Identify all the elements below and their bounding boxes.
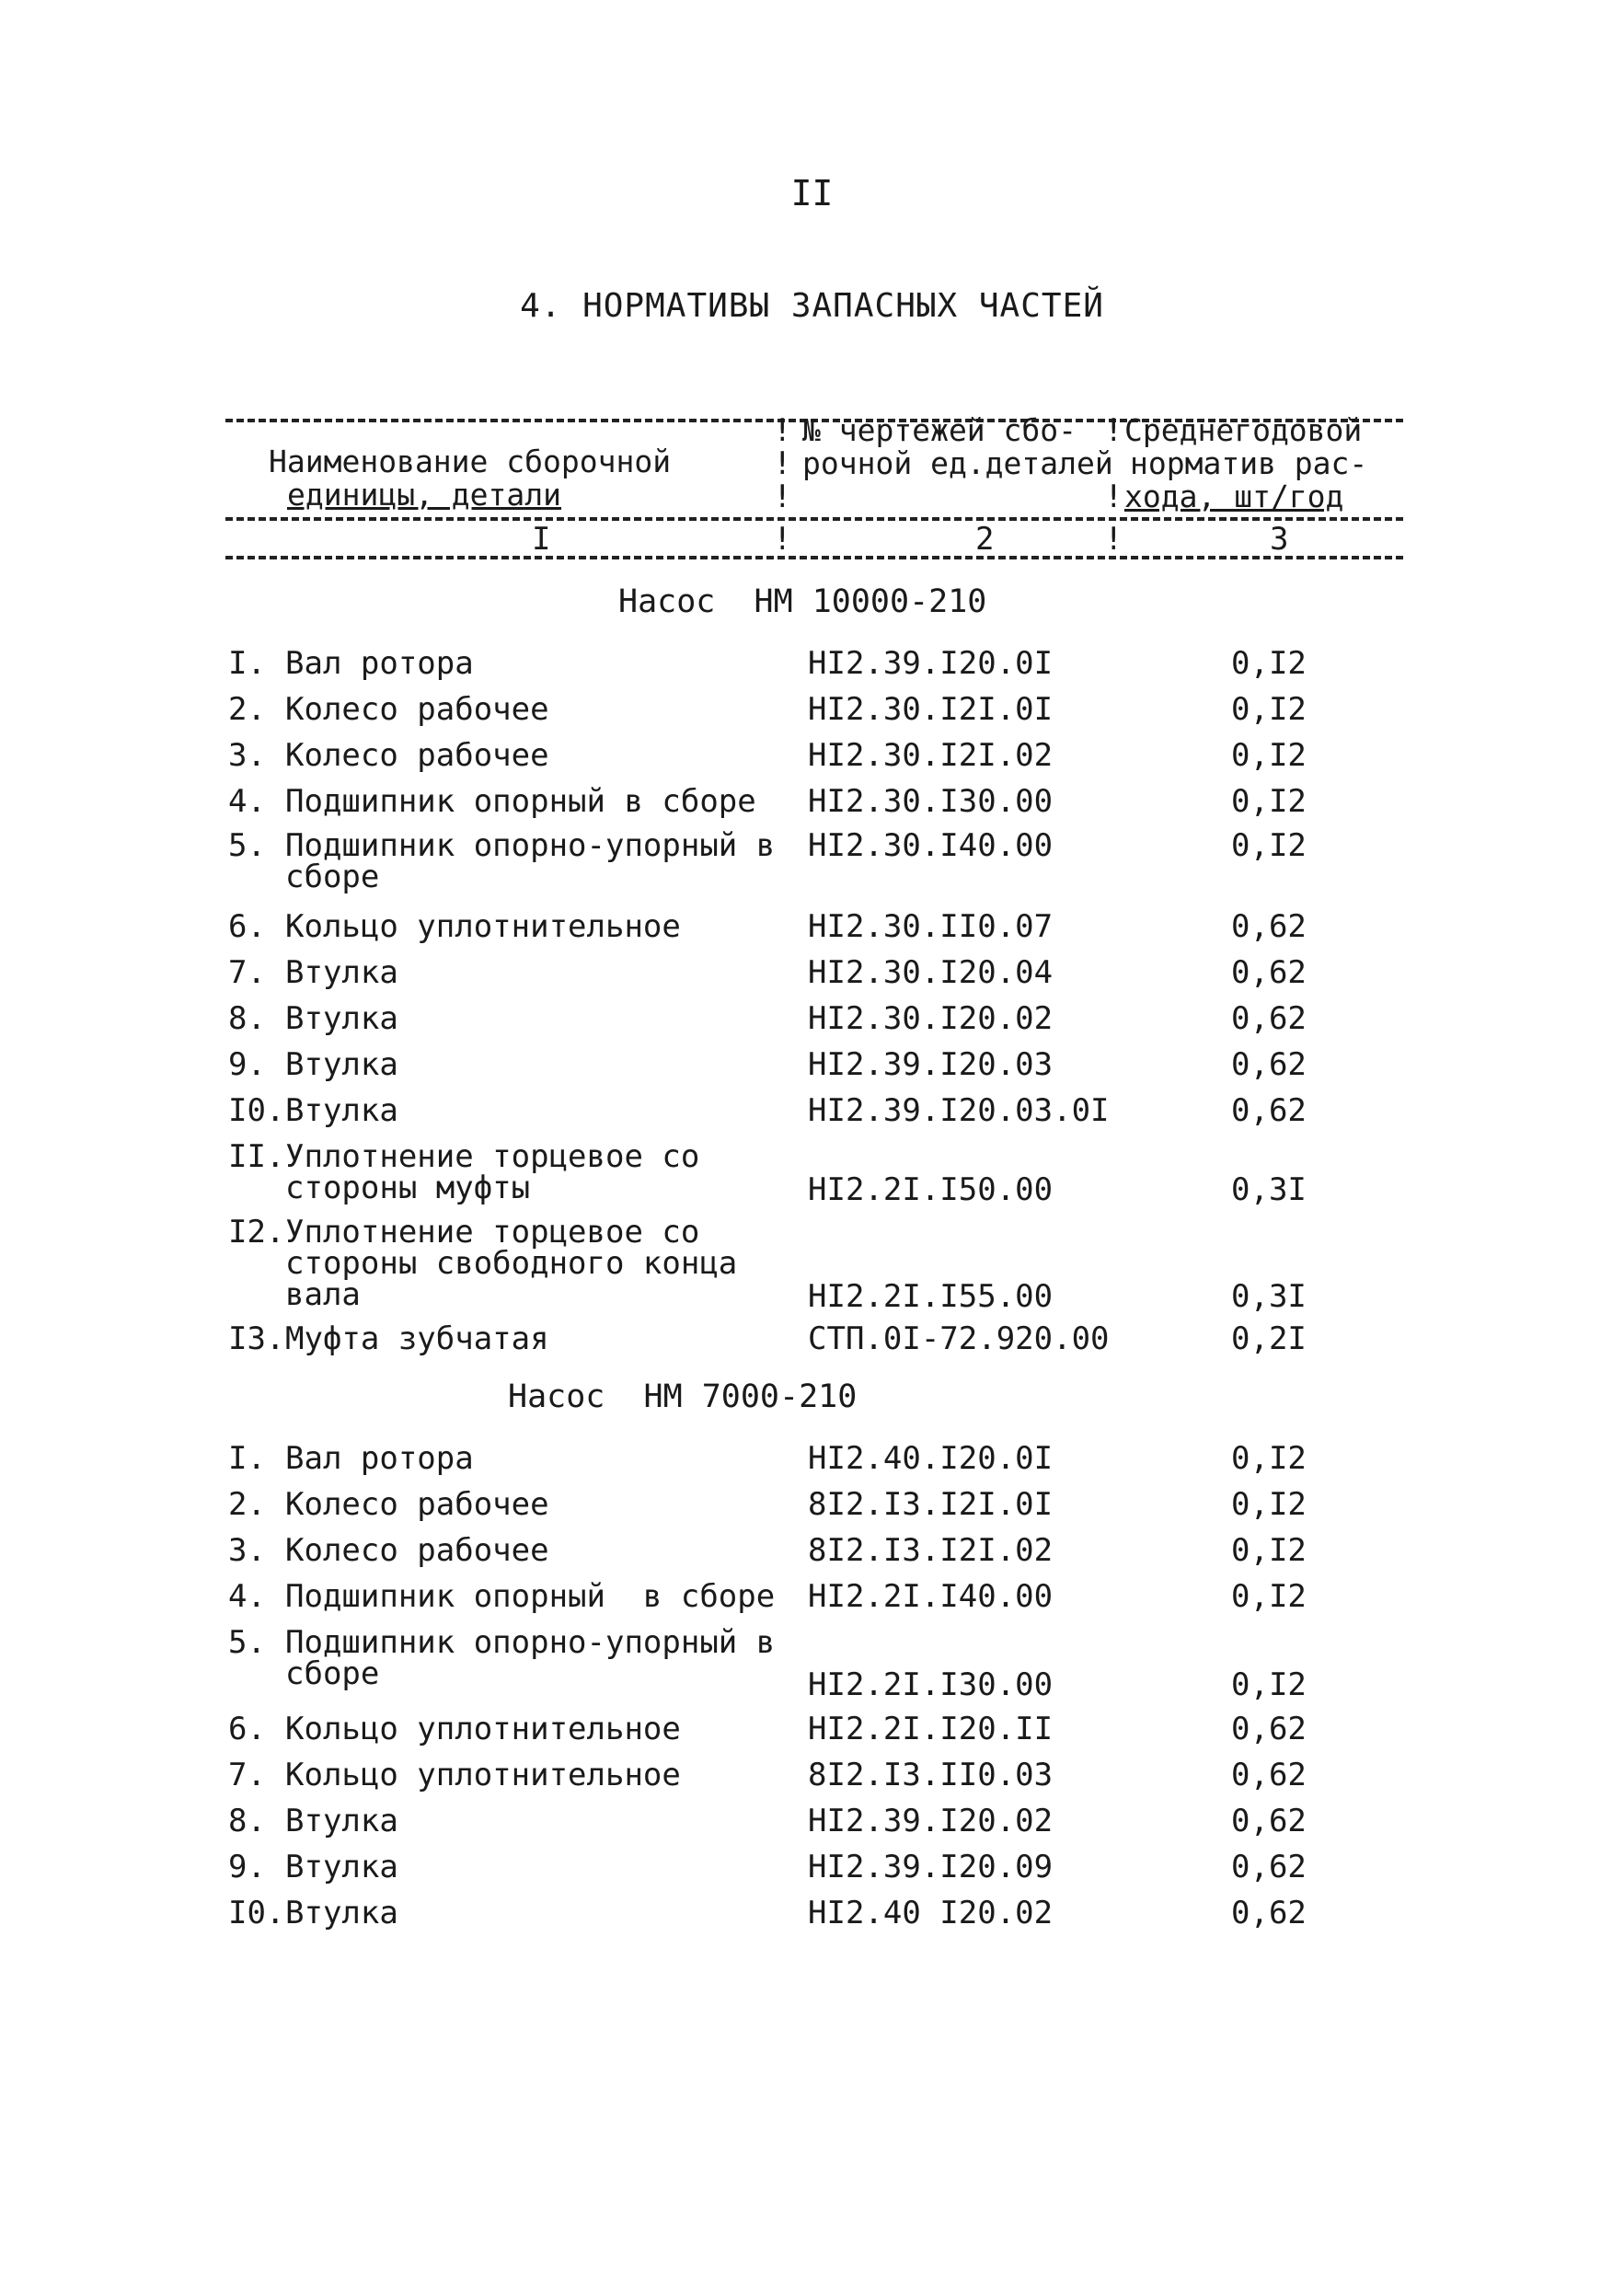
row-number: 2. [228, 1486, 266, 1523]
drawing-code: НI2.40 I20.02 [808, 1895, 1054, 1931]
annual-norm: 0,62 [1231, 908, 1307, 945]
table-row [228, 1138, 1388, 1208]
drawing-code: НI2.2I.I20.II [808, 1711, 1054, 1747]
drawing-code: НI2.40.I20.0I [808, 1440, 1054, 1477]
annual-norm: 0,62 [1231, 1092, 1307, 1129]
table-row [228, 1532, 1388, 1569]
col2-header-line2: рочной ед.деталей [802, 445, 1113, 481]
col1-number: I [532, 521, 551, 558]
col-separator: ! [1104, 521, 1123, 558]
part-name: Кольцо уплотнительное [285, 908, 681, 945]
table-row [228, 1486, 1388, 1523]
annual-norm: 0,62 [1231, 1711, 1307, 1747]
annual-norm: 0,62 [1231, 1000, 1307, 1037]
annual-norm: 0,I2 [1231, 783, 1307, 820]
group-title: Насос НМ 10000-210 [618, 583, 987, 620]
drawing-code: НI2.2I.I50.00 [808, 1171, 1054, 1208]
col1-header-line1: Наименование сборочной [269, 444, 672, 479]
part-name: Вал ротора [285, 645, 474, 682]
col3-header-line3: хода, шт/год [1124, 478, 1344, 514]
part-name: Втулка [285, 1895, 398, 1931]
part-name: Втулка [285, 1849, 398, 1885]
annual-norm: 0,I2 [1231, 1666, 1307, 1703]
part-name: Подшипник опорный в сборе [285, 1578, 776, 1615]
part-name: Уплотнение торцевое со стороны свободного конца вала [285, 1214, 738, 1313]
part-name: Муфта зубчатая [285, 1320, 549, 1357]
header-mid-rule [225, 517, 1403, 521]
part-name: Подшипник опорно-упорный в сборе [285, 1624, 776, 1692]
table-row [228, 645, 1388, 682]
table-row [228, 1578, 1388, 1615]
row-number: 4. [228, 783, 266, 820]
table-row [228, 827, 1388, 895]
row-number: 3. [228, 737, 266, 774]
drawing-code: НI2.30.I30.00 [808, 783, 1054, 820]
part-name: Втулка [285, 1046, 398, 1083]
annual-norm: 0,I2 [1231, 645, 1307, 682]
drawing-code: НI2.30.II0.07 [808, 908, 1054, 945]
col-separator: ! [773, 521, 792, 558]
table-row [228, 737, 1388, 774]
annual-norm: 0,I2 [1231, 1486, 1307, 1523]
table-row [228, 1000, 1388, 1037]
drawing-code: 8I2.I3.I2I.02 [808, 1532, 1054, 1569]
col1-header-line2: единицы, детали [287, 477, 562, 513]
part-name: Втулка [285, 1000, 398, 1037]
drawing-code: НI2.39.I20.03.0I [808, 1092, 1110, 1129]
row-number: I0. [228, 1092, 285, 1129]
row-number: 8. [228, 1000, 266, 1037]
annual-norm: 0,62 [1231, 1757, 1307, 1793]
part-name: Кольцо уплотнительное [285, 1757, 681, 1793]
drawing-code: НI2.30.I40.00 [808, 827, 1054, 864]
table-row [228, 954, 1388, 991]
row-number: I. [228, 645, 266, 682]
row-number: 5. [228, 1624, 266, 1661]
drawing-code: НI2.30.I2I.02 [808, 737, 1054, 774]
table-row [228, 1713, 1388, 1745]
drawing-code: НI2.39.I20.02 [808, 1803, 1054, 1839]
row-number: 5. [228, 827, 266, 864]
col2-number: 2 [975, 521, 995, 558]
row-number: I. [228, 1440, 266, 1477]
annual-norm: 0,I2 [1231, 1532, 1307, 1569]
row-number: 6. [228, 908, 266, 945]
annual-norm: 0,62 [1231, 1895, 1307, 1931]
drawing-code: НI2.39.I20.03 [808, 1046, 1054, 1083]
row-number: 3. [228, 1532, 266, 1569]
drawing-code: НI2.30.I20.04 [808, 954, 1054, 991]
annual-norm: 0,I2 [1231, 1578, 1307, 1615]
col3-number: 3 [1270, 521, 1289, 558]
annual-norm: 0,I2 [1231, 691, 1307, 728]
part-name: Втулка [285, 1092, 398, 1129]
part-name: Колесо рабочее [285, 737, 549, 774]
drawing-code: НI2.39.I20.09 [808, 1849, 1054, 1885]
drawing-code: НI2.30.I2I.0I [808, 691, 1054, 728]
col-separator: ! [773, 478, 792, 515]
part-name: Вал ротора [285, 1440, 474, 1477]
row-number: 9. [228, 1046, 266, 1083]
table-row [228, 691, 1388, 728]
row-number: 4. [228, 1578, 266, 1615]
table-row [228, 1897, 1388, 1929]
table-row [228, 1805, 1388, 1837]
col3-header-line2: норматив рас- [1130, 445, 1368, 481]
row-number: 7. [228, 1757, 266, 1793]
table-row [228, 908, 1388, 945]
row-number: II. [228, 1138, 285, 1175]
header-bottom-rule [225, 556, 1403, 559]
annual-norm: 0,62 [1231, 1046, 1307, 1083]
annual-norm: 0,3I [1231, 1278, 1307, 1315]
annual-norm: 0,2I [1231, 1320, 1307, 1357]
annual-norm: 0,62 [1231, 1849, 1307, 1885]
part-name: Колесо рабочее [285, 1486, 549, 1523]
table-row [228, 1759, 1388, 1791]
row-number: I2. [228, 1214, 285, 1251]
table-row [228, 1440, 1388, 1477]
part-name: Втулка [285, 954, 398, 991]
drawing-code: НI2.2I.I40.00 [808, 1578, 1054, 1615]
drawing-code: НI2.39.I20.0I [808, 645, 1054, 682]
annual-norm: 0,I2 [1231, 737, 1307, 774]
row-number: I3. [228, 1320, 285, 1357]
drawing-code: НI2.2I.I55.00 [808, 1278, 1054, 1315]
table-row [228, 1320, 1388, 1357]
row-number: I0. [228, 1895, 285, 1931]
row-number: 2. [228, 691, 266, 728]
part-name: Подшипник опорно-упорный в сборе [285, 827, 776, 895]
table-row [228, 1214, 1388, 1315]
table-row [228, 1092, 1388, 1129]
col-separator: ! [1104, 478, 1123, 515]
section-title: 4. НОРМАТИВЫ ЗАПАСНЫХ ЧАСТЕЙ [520, 287, 1104, 325]
annual-norm: 0,62 [1231, 954, 1307, 991]
col3-header-line1: Среднегодовой [1124, 412, 1363, 448]
part-name: Втулка [285, 1803, 398, 1839]
part-name: Колесо рабочее [285, 1532, 549, 1569]
drawing-code: СТП.0I-72.920.00 [808, 1320, 1110, 1357]
table-row [228, 1851, 1388, 1883]
row-number: 6. [228, 1711, 266, 1747]
col-separator: ! [1104, 412, 1123, 449]
row-number: 8. [228, 1803, 266, 1839]
annual-norm: 0,I2 [1231, 1440, 1307, 1477]
drawing-code: НI2.30.I20.02 [808, 1000, 1054, 1037]
part-name: Уплотнение торцевое со стороны муфты [285, 1138, 700, 1206]
col-separator: ! [773, 445, 792, 482]
group-title: Насос НМ 7000-210 [508, 1378, 858, 1415]
part-name: Кольцо уплотнительное [285, 1711, 681, 1747]
drawing-code: 8I2.I3.I2I.0I [808, 1486, 1054, 1523]
part-name: Колесо рабочее [285, 691, 549, 728]
row-number: 9. [228, 1849, 266, 1885]
table-row [228, 783, 1388, 820]
annual-norm: 0,3I [1231, 1171, 1307, 1208]
table-row [228, 1624, 1388, 1703]
drawing-code: НI2.2I.I30.00 [808, 1666, 1054, 1703]
annual-norm: 0,I2 [1231, 827, 1307, 864]
annual-norm: 0,62 [1231, 1803, 1307, 1839]
col2-header-line1: № чертежей сбо- [802, 412, 1077, 448]
page-number: II [790, 173, 834, 213]
part-name: Подшипник опорный в сборе [285, 783, 756, 820]
col-separator: ! [773, 412, 792, 449]
drawing-code: 8I2.I3.II0.03 [808, 1757, 1054, 1793]
table-row [228, 1046, 1388, 1083]
row-number: 7. [228, 954, 266, 991]
